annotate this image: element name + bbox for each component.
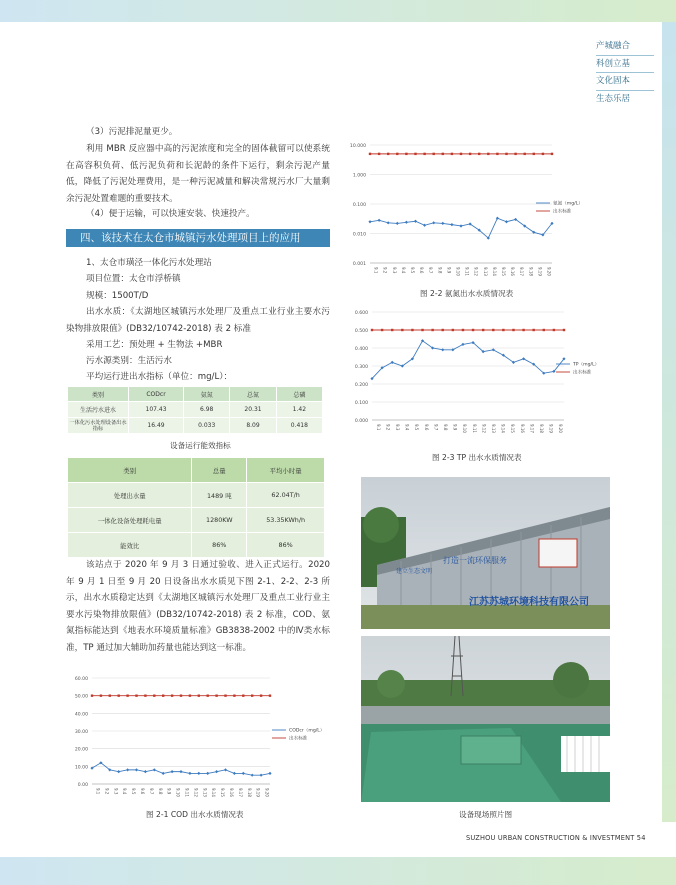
table-cell: 0.418 [276,418,322,434]
x-tick-label: 9.3 [113,788,119,795]
data-point [224,768,227,771]
x-tick-label: 9.18 [528,267,534,276]
y-tick-label: 40.00 [74,712,88,718]
x-tick-label: 9.4 [400,267,406,274]
data-point [461,343,464,346]
tagline-line: 文化固本 [596,76,631,86]
x-tick-label: 9.17 [237,788,243,797]
data-point [135,694,137,696]
table-header-cell: CODcr [129,387,184,402]
legend-label: TP（mg/L） [573,362,600,368]
data-point [197,772,200,775]
y-tick-label: 20.00 [74,747,88,753]
data-point [505,220,508,223]
photo-caption: 设备现场照片图 [459,810,513,819]
site-photo-container [361,636,610,802]
y-tick-label: 0.100 [352,203,366,208]
x-tick-label: 9.10 [462,424,468,433]
data-point [512,329,514,331]
data-point [135,768,138,771]
table-row [68,508,325,533]
paragraph-operation: 该站点于 2020 年 9 月 3 日通过验收、进入正式运行。2020 年 9 月 1 日至 9 月 20 日设备出水水质见下图 2-1、2-2、2-3 所示，出水水质稳定达到《太湖地区城镇污水处理厂及重点工业行业主要水污染物排放限值》(DB32/10742-2018) 表 2 标准，COD、氨氮指标能达到《地表水环境质量标准》GB3838-2002 中的Ⅳ类水标准，TP 通过加大辅助加药量也能达到这一标准。 [66,560,330,653]
x-tick-label: 9.3 [395,424,400,431]
paragraph-mbr: 利用 MBR 反应器中高的污泥浓度和完全的固体截留可以使系统在高容积负荷、低污泥负荷和长泥龄的条件下运行，剩余污泥产量低，降低了污泥处理费用，是一种污泥减量和解决常规污水厂大量剩余污泥处置难题的重要技术。 [66,144,330,204]
legend-label: 氨氮（mg/L） [553,201,583,207]
data-point [189,694,191,696]
x-tick-label: 9.14 [211,788,217,797]
data-point [442,153,444,155]
data-point [269,694,271,696]
series-line [372,341,564,379]
section-tagline [596,40,654,105]
x-tick-label: 9.13 [202,788,208,797]
table-cell: 生活污水进水 [68,402,129,418]
x-tick-label: 9.1 [95,788,101,795]
photo-banner-slogan: 打造一流环保服务 [443,556,507,565]
data-point [179,770,182,773]
data-point [405,221,408,224]
data-point [482,329,484,331]
data-point [118,694,120,696]
data-point [421,329,423,331]
data-point [206,772,209,775]
table-cell: 一体化污水处理设备出水指标 [69,419,127,432]
y-tick-label: 0.200 [354,383,368,388]
tagline-rule [596,90,654,91]
y-tick-label: 0.001 [352,262,366,267]
table-cell: 1.42 [276,402,322,418]
data-point [532,329,534,331]
table-cell: 0.033 [184,418,230,434]
photo-banner-company: 江苏苏城环境科技有限公司 [469,597,589,608]
inflow-outflow-table [67,386,323,434]
x-tick-label: 9.16 [510,267,516,276]
x-tick-label: 9.13 [482,267,488,276]
table-cell: 1489 吨 [192,483,247,508]
x-tick-label: 9.7 [148,788,154,795]
x-tick-label: 9.18 [539,424,544,433]
data-point [162,772,165,775]
table-header-cell: 平均小时量 [247,458,325,483]
data-point [215,770,218,773]
y-tick-label: 30.00 [74,730,88,735]
data-point [207,694,209,696]
y-tick-label: 0.010 [352,232,366,238]
y-tick-label: 1.000 [352,173,366,179]
project-source: 污水源类别：生活污水 [86,356,172,366]
data-point [411,329,413,331]
data-point [144,770,147,773]
table-header-row [68,387,323,402]
data-point [492,329,494,331]
site-photo-1 [361,477,610,629]
table-cell: 86% [192,533,247,558]
ammonia-chart-caption: 图 2-2 氨氮出水水质情况表 [420,289,514,298]
data-point [378,153,380,155]
data-point [268,772,271,775]
y-tick-label: 0.00 [77,783,88,788]
table-cell: 53.35KWh/h [247,508,325,533]
x-tick-label: 9.5 [409,267,415,274]
data-point [441,222,444,225]
data-point [432,221,435,224]
data-point [233,772,236,775]
x-tick-label: 9.7 [433,424,439,431]
data-point [153,768,156,771]
data-point [91,694,93,696]
data-point [242,772,245,775]
data-point [260,774,263,777]
data-point [251,774,254,777]
table-cell: 1280KW [192,508,247,533]
data-point [414,220,417,223]
site-photo-container [361,477,610,629]
x-tick-label: 9.20 [546,267,552,276]
side-gradient-band [662,22,676,822]
data-point [505,153,507,155]
table-cell: 一体化设备处理耗电量 [68,508,192,533]
data-point [451,348,454,351]
data-point [543,329,545,331]
page-footer: SUZHOU URBAN CONSTRUCTION & INVESTMENT 54 [466,834,646,842]
y-tick-label: 10.000 [349,144,366,149]
x-tick-label: 9.1 [373,267,379,274]
x-tick-label: 9.1 [375,424,381,431]
data-point [551,153,553,155]
data-point [401,329,403,331]
table-row [68,418,323,434]
data-point [260,694,262,696]
data-point [162,694,164,696]
data-point [502,329,504,331]
x-tick-label: 9.4 [122,788,128,795]
data-point [452,329,454,331]
data-point [460,153,462,155]
table-cell: 6.98 [184,402,230,418]
energy-efficiency-table [67,457,325,558]
project-location: 项目位置：太仓市浮桥镇 [86,274,181,284]
x-tick-label: 9.16 [519,424,525,433]
data-point [450,223,453,226]
tagline-line: 生态乐居 [596,93,631,104]
y-tick-label: 0.600 [354,311,368,316]
x-tick-label: 9.20 [264,788,270,797]
data-point [472,329,474,331]
data-point [433,153,435,155]
table-header-cell: 总氮 [230,387,276,402]
table-cell: 处理出水量 [68,483,192,508]
data-point [153,694,155,696]
data-point [514,153,516,155]
data-point [478,153,480,155]
data-point [242,694,244,696]
data-point [442,329,444,331]
data-point [233,694,235,696]
table-cell: 20.31 [230,402,276,418]
x-tick-label: 9.8 [157,788,163,795]
x-tick-label: 9.10 [455,267,461,276]
series-line [370,218,552,238]
tagline-line: 产城融合 [596,41,631,51]
table-cell: 16.49 [129,418,184,434]
x-tick-label: 9.15 [500,267,506,276]
data-point [396,153,398,155]
x-tick-label: 9.3 [391,267,397,274]
y-tick-label: 50.00 [74,694,88,700]
x-tick-label: 9.19 [548,424,554,433]
table-header-cell: 类别 [68,458,192,483]
table-cell: 62.04T/h [247,483,325,508]
site-photo-2 [361,636,610,802]
data-point [496,153,498,155]
data-point [524,153,526,155]
data-point [396,222,399,225]
x-tick-label: 9.9 [452,424,458,431]
ammonia-chart [340,137,590,281]
y-tick-label: 60.00 [74,677,88,682]
x-tick-label: 9.6 [419,267,425,274]
data-point [368,220,371,223]
section-heading: 四、该技术在太仓市城镇污水处理项目上的应用 [66,229,330,247]
data-point [117,770,120,773]
legend-label: 出水标准 [289,736,308,742]
data-point [371,329,373,331]
data-point [251,694,253,696]
x-tick-label: 9.9 [166,788,172,795]
data-point [144,694,146,696]
project-effluent-standard: 出水水质：《太湖地区城镇污水处理厂及重点工业行业主要水污染物排放限值》(DB32/10742-2018) 表 2 标准 [66,307,330,334]
table-header-row [68,458,325,483]
x-tick-label: 9.15 [510,424,516,433]
x-tick-label: 9.4 [404,424,410,431]
x-tick-label: 9.17 [519,267,525,276]
data-point [462,329,464,331]
cod-chart [66,672,332,804]
x-tick-label: 9.17 [529,424,535,433]
x-tick-label: 9.6 [139,788,145,795]
data-point [188,772,191,775]
x-tick-label: 9.2 [104,788,110,795]
tagline-rule [596,72,654,73]
data-point [171,770,174,773]
data-point [381,329,383,331]
data-point [369,153,371,155]
x-tick-label: 9.19 [537,267,543,276]
legend-label: 出水标准 [573,370,592,376]
legend-label: CODcr（mg/L） [289,728,325,734]
project-scale: 规模：1500T/D [86,291,149,301]
project-name: 1、太仓市璜泾一体化污水处理站 [86,258,212,268]
x-tick-label: 9.18 [246,788,252,797]
data-point [414,153,416,155]
data-point [563,329,565,331]
project-process: 采用工艺：预处理 + 生物法 +MBR [86,340,223,350]
table-cell: 能效比 [68,533,192,558]
data-point [522,329,524,331]
table-header-cell: 总量 [192,458,247,483]
data-point [391,361,394,364]
data-point [459,224,462,227]
legend-label: 出水标准 [553,209,572,215]
x-tick-label: 9.12 [481,424,487,433]
y-tick-label: 0.100 [354,401,368,406]
data-point [378,219,381,222]
data-point [487,153,489,155]
x-tick-label: 9.7 [428,267,434,274]
x-tick-label: 9.13 [491,424,496,433]
tp-chart-caption: 图 2-3 TP 出水水质情况表 [432,453,522,462]
x-tick-label: 9.14 [500,424,506,433]
tp-chart [340,306,600,446]
table-cell: 86% [247,533,325,558]
x-tick-label: 9.9 [446,267,452,274]
data-point [469,153,471,155]
x-tick-label: 9.8 [437,267,443,274]
data-point [522,357,525,360]
data-point [171,694,173,696]
data-point [224,694,226,696]
x-tick-label: 9.5 [131,788,137,795]
data-point [533,153,535,155]
x-tick-label: 9.12 [473,267,479,276]
data-point [100,694,102,696]
tagline-rule [596,55,654,56]
photo-banner-small: 建立生态文明 [396,568,433,575]
data-point [441,348,444,351]
data-point [387,221,390,224]
y-tick-label: 0.500 [354,329,368,334]
data-point [423,153,425,155]
x-tick-label: 9.14 [491,267,497,276]
data-point [391,329,393,331]
x-tick-label: 9.11 [184,788,190,797]
top-gradient-band [0,0,676,22]
x-tick-label: 9.5 [414,424,420,431]
data-point [387,153,389,155]
paragraph-transport: （4）便于运输，可以快速安装、快速投产。 [86,209,255,219]
data-point [180,694,182,696]
x-tick-label: 9.20 [558,424,564,433]
x-tick-label: 9.19 [255,788,261,797]
data-point [496,217,499,220]
table-row [68,402,323,418]
data-point [542,153,544,155]
bottom-gradient-band [0,857,676,885]
x-tick-label: 9.6 [423,424,429,431]
data-point [198,694,200,696]
x-tick-label: 9.16 [228,788,234,797]
table-header-cell: 总磷 [276,387,322,402]
x-tick-label: 9.2 [382,267,388,274]
x-tick-label: 9.2 [385,424,391,431]
data-point [553,329,555,331]
table-cell: 8.09 [230,418,276,434]
table2-caption: 设备运行能效指标 [170,441,231,450]
data-point [451,153,453,155]
y-tick-label: 0.400 [354,347,368,352]
y-tick-label: 10.00 [74,765,88,771]
x-tick-label: 9.11 [471,424,477,433]
table-row [68,483,325,508]
data-point [215,694,217,696]
paragraph-sludge: （3）污泥排泥量更少。 [86,127,178,137]
cod-chart-caption: 图 2-1 COD 出水水质情况表 [146,810,244,819]
data-point [423,224,426,227]
x-tick-label: 9.15 [220,788,226,797]
data-point [109,694,111,696]
data-point [405,153,407,155]
tagline-line: 科创立基 [596,58,631,69]
x-tick-label: 9.12 [193,788,199,797]
table1-intro: 平均运行进出水指标（单位：mg/L）： [86,372,233,382]
table-header-cell: 氨氮 [184,387,230,402]
data-point [126,694,128,696]
table-header-cell: 类别 [68,387,129,402]
table-cell: 107.43 [129,402,184,418]
x-tick-label: 9.10 [175,788,181,797]
y-tick-label: 0.300 [354,365,368,370]
table-row [68,533,325,558]
x-tick-label: 9.8 [443,424,448,431]
data-point [431,329,433,331]
data-point [126,768,129,771]
x-tick-label: 9.11 [464,267,470,276]
data-point [492,348,495,351]
y-tick-label: 0.000 [354,419,368,424]
